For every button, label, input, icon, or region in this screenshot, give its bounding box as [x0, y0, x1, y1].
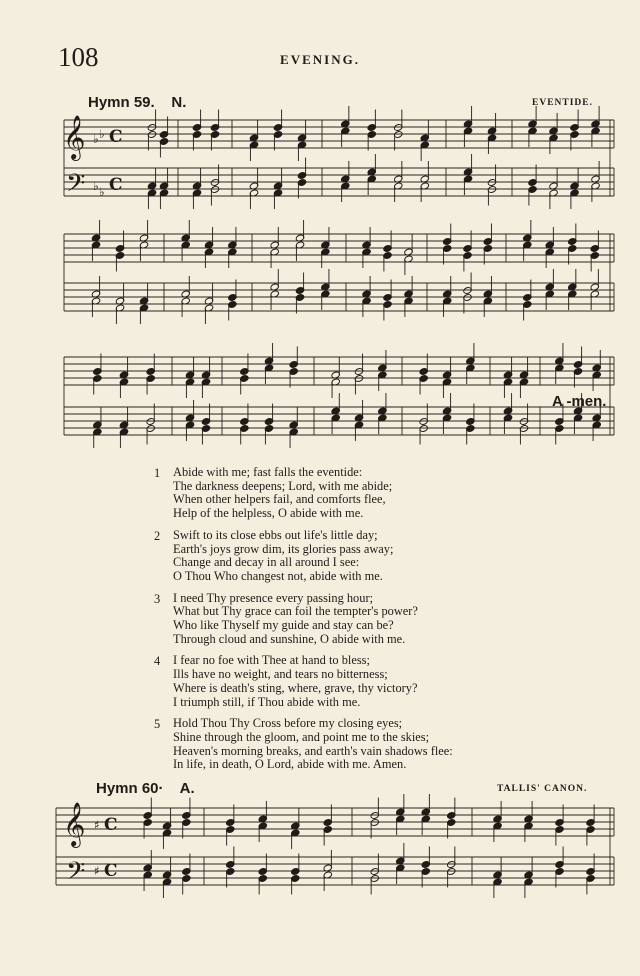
- amen-text: A -men.: [552, 393, 607, 410]
- hymn-59-meter: N.: [171, 94, 187, 111]
- hymn-59-verses: [150, 466, 600, 780]
- flat-icon: ♭: [93, 132, 99, 146]
- verse-line: The darkness deepens; Lord, with me abide;: [173, 478, 393, 493]
- bass-clef-icon: 𝄢: [66, 169, 86, 204]
- hymn-60-meter: A.: [179, 780, 195, 797]
- verse-line: Ills have no weight, and tears no bitterness;: [173, 667, 388, 682]
- verse-line: Change and decay in all around I see:: [173, 555, 360, 570]
- time-signature-c: C: [104, 815, 118, 835]
- running-title: EVENING.: [280, 52, 360, 67]
- hymn-60-heading: [96, 780, 195, 797]
- verse-number: 3: [154, 591, 161, 606]
- verse-line: O Thou Who changest not, abide with me.: [173, 568, 383, 583]
- verse-line: Help of the helpless, O abide with me.: [173, 506, 364, 521]
- verse-line: Heaven's morning breaks, and earth's vain shadows flee:: [173, 743, 453, 758]
- time-signature-c: C: [104, 861, 118, 881]
- verse-line: Abide with me; fast falls the eventide:: [173, 465, 363, 479]
- verse-line: I triumph still, if Thou abide with me.: [173, 694, 361, 709]
- verse: [150, 592, 600, 647]
- verse-line: I need Thy presence every passing hour;: [173, 590, 374, 605]
- verse: [150, 654, 600, 709]
- verse-number: 5: [154, 717, 161, 732]
- verse-number: 4: [154, 654, 161, 669]
- verse-line: When other helpers fail, and comforts flee,: [173, 492, 386, 507]
- verse-number: 2: [154, 528, 161, 543]
- sharp-icon: ♯: [94, 818, 100, 832]
- verse: [150, 529, 600, 584]
- flat-icon: ♭: [99, 185, 105, 199]
- hymn-60-label: Hymn 60·: [96, 780, 164, 797]
- treble-clef-icon: 𝄞: [63, 115, 86, 159]
- flat-icon: ♭: [93, 179, 99, 193]
- hymn-60-tune: TALLIS' CANON.: [497, 784, 588, 794]
- verse-line: Through cloud and sunshine, O abide with me.: [173, 631, 406, 646]
- hymn-59-label: Hymn 59.: [88, 94, 155, 111]
- flat-icon: ♭: [99, 127, 105, 141]
- verse-line: Swift to its close ebbs out life's little day;: [173, 527, 378, 542]
- verse-line: Hold Thou Thy Cross before my closing eyes;: [173, 716, 403, 731]
- verse-line: What but Thy grace can foil the tempter's power?: [173, 604, 418, 619]
- bass-clef-icon: 𝄢: [66, 857, 86, 892]
- sharp-icon: ♯: [94, 864, 100, 878]
- verse-number: 1: [154, 466, 161, 480]
- verse-line: Who like Thyself my guide and stay can be?: [173, 618, 394, 633]
- page-number: 108: [58, 42, 99, 72]
- verse-line: In life, in death, O Lord, abide with me. Amen.: [173, 757, 407, 772]
- clefs: [63, 115, 123, 892]
- verse: [150, 717, 600, 772]
- hymn-59-tune: EVENTIDE.: [532, 98, 593, 108]
- verse-line: I fear no foe with Thee at hand to bless;: [173, 653, 370, 668]
- time-signature-c: C: [109, 175, 123, 195]
- verse: [150, 466, 600, 521]
- verse-line: Where is death's sting, where, grave, thy victory?: [173, 680, 418, 695]
- verse-line: Shine through the gloom, and point me to the skies;: [173, 729, 430, 744]
- time-signature-c: C: [109, 127, 123, 147]
- treble-clef-icon: 𝄞: [63, 802, 86, 846]
- verse-line: Earth's joys grow dim, its glories pass away;: [173, 541, 394, 556]
